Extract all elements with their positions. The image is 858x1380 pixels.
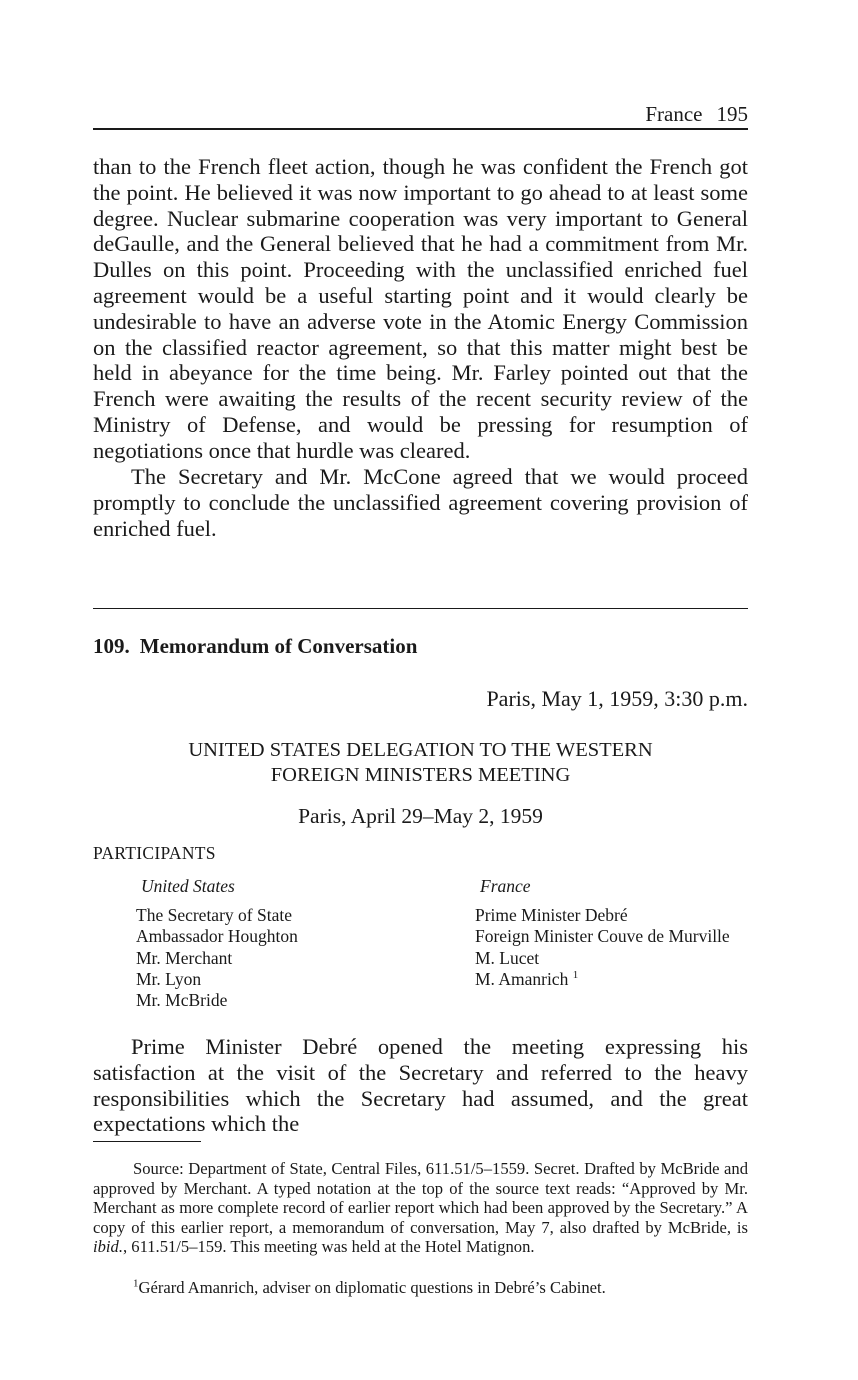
document-number: 109. bbox=[93, 634, 130, 658]
running-header bbox=[93, 100, 748, 130]
ibid-abbreviation: ibid. bbox=[93, 1237, 123, 1257]
delegation-line-1: UNITED STATES DELEGATION TO THE WESTERN bbox=[188, 739, 653, 761]
participant: The Secretary of State bbox=[136, 905, 292, 926]
footnote-marker: 1 bbox=[572, 968, 579, 981]
participant: Foreign Minister Couve de Murville bbox=[475, 926, 730, 947]
footnote-1 bbox=[93, 1278, 748, 1298]
participant: Ambassador Houghton bbox=[136, 926, 298, 947]
footnote-marker: 1 bbox=[133, 1277, 139, 1290]
participants-france-heading: France bbox=[480, 876, 531, 896]
participant: M. Amanrich bbox=[475, 968, 569, 989]
participant: Mr. McBride bbox=[136, 990, 228, 1011]
delegation-line-2: FOREIGN MINISTERS MEETING bbox=[270, 764, 571, 786]
page-number: 195 bbox=[716, 102, 748, 126]
running-header-section: France bbox=[645, 102, 703, 126]
delegation-heading bbox=[93, 738, 748, 788]
participants-us-list bbox=[136, 905, 298, 1011]
agreement-paragraph: The Secretary and Mr. McCone agreed that we would proceed promptly to conclude the unclassified agreement covering provision of enriched fuel. bbox=[93, 464, 748, 541]
participant: M. Lucet bbox=[475, 947, 540, 968]
participants-france-column bbox=[475, 876, 730, 990]
source-note-text-end: , 611.51/5–159. This meeting was held at the Hotel Matignon. bbox=[122, 1237, 535, 1257]
participants-france-list bbox=[475, 905, 730, 990]
continued-paragraph: than to the French fleet action, though he was confident the French got the point. He believed it was now important to go ahead to at least some degree. Nuclear submarine cooperation was very important to General deGaulle, and the General believed that he had a commitment from Mr. Dulles on this point. Proceeding with the unclassified enriched fuel agreement would be a useful starting point and it would clearly be undesirable to have an adverse vote in the Atomic Energy Commission on the classified reactor agreement, so that this matter might best be held in abeyance for the time being. Mr. Farley pointed out that the French were awaiting the results of the recent security review of the Ministry of Defense, and would be pressing for resumption of negotiations once that hurdle was cleared. bbox=[93, 154, 748, 463]
source-note-text: Source: Department of State, Central Files, 611.51/5–1559. Secret. Drafted by McBride and approved by Merchant. A typed notation at the top of the source text reads: “Approved by Mr. Merchant as more complete record of earlier report which had been approved by the Secretary.” A copy of this earlier report, a memorandum of conversation, May 7, also drafted by McBride, is bbox=[93, 1159, 748, 1237]
participant: Prime Minister Debré bbox=[475, 905, 628, 926]
section-divider bbox=[93, 608, 748, 609]
dateline: Paris, May 1, 1959, 3:30 p.m. bbox=[486, 686, 748, 711]
participant-with-footnote bbox=[475, 969, 730, 990]
document-heading bbox=[93, 632, 417, 660]
opening-paragraph: Prime Minister Debré opened the meeting expressing his satisfaction at the visit of the Secretary and referred to the heavy responsibilities which the Secretary had assumed, and the great expectations which the bbox=[93, 1034, 748, 1137]
meeting-dates: Paris, April 29–May 2, 1959 bbox=[298, 804, 543, 828]
source-footnote bbox=[93, 1159, 748, 1257]
document-title: Memorandum of Conversation bbox=[139, 634, 418, 658]
participants-us-column bbox=[136, 876, 298, 1011]
participants-us-heading: United States bbox=[141, 876, 235, 896]
participants-label: PARTICIPANTS bbox=[93, 843, 216, 863]
footnote-1-text: Gérard Amanrich, adviser on diplomatic questions in Debré’s Cabinet. bbox=[138, 1278, 606, 1297]
participant: Mr. Lyon bbox=[136, 968, 202, 989]
footnote-rule bbox=[93, 1141, 201, 1142]
participant: Mr. Merchant bbox=[136, 947, 233, 968]
